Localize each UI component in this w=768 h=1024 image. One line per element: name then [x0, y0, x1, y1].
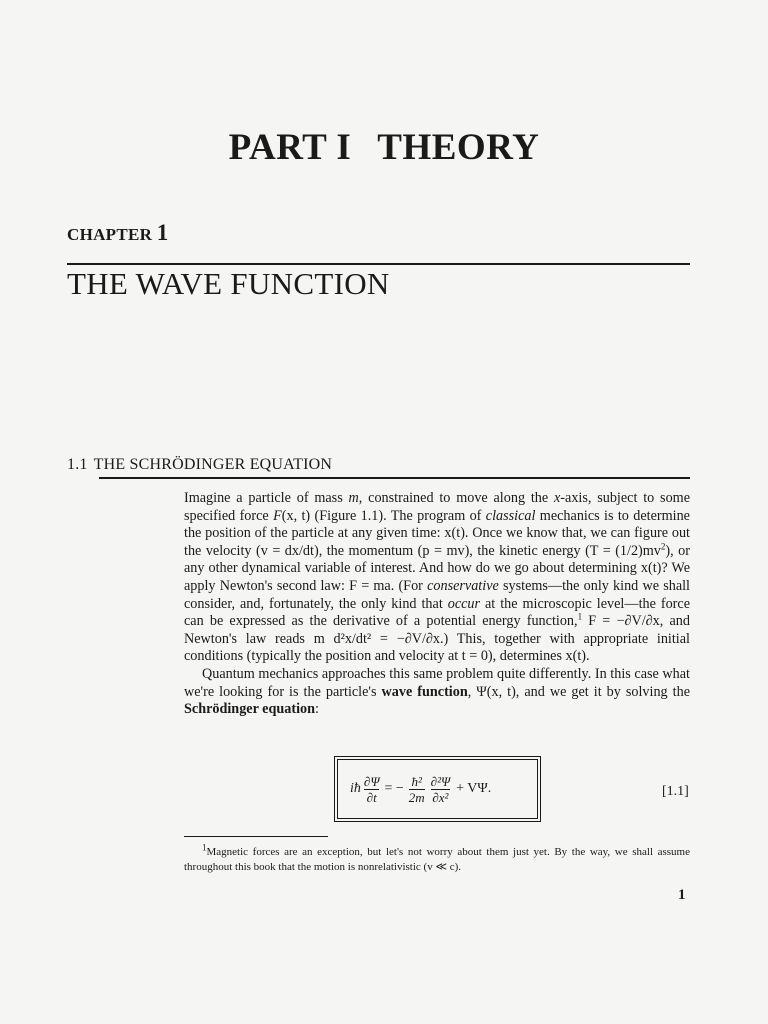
section-heading	[67, 456, 332, 474]
footnote-ref: 1	[577, 611, 583, 622]
body-text	[184, 490, 690, 719]
part-title	[0, 126, 768, 169]
chapter-title: THE WAVE FUNCTION	[67, 266, 390, 301]
section-number: 1.1	[67, 456, 88, 473]
section-title: THE SCHRÖDINGER EQUATION	[93, 456, 333, 473]
equation-number: [1.1]	[662, 784, 689, 799]
footnote-rule	[184, 836, 328, 837]
chapter-rule	[67, 263, 690, 265]
page-number: 1	[678, 887, 686, 903]
footnote: $^1$Magnetic forces are an exception, but let's not worry about them just yet. By the way, we shall assume throughout this book that the motion is nonrelativistic (v ≪ c).	[184, 842, 690, 873]
equation-box	[337, 759, 538, 819]
schrodinger-equation: iħ $\frac{\partial\Psi}{\partial t}$ = − $\frac{\text{ħ²}}{2m}$ $\frac{\text{∂²Ψ}}{\text{∂x²}}$ + VΨ.	[350, 773, 492, 805]
part-label: PART I	[228, 127, 352, 168]
chapter-number: 1	[156, 220, 169, 245]
paragraph: Imagine a particle of mass m, constrained to move along the x-axis, subject to some specified force F(x, t) (Figure 1.1). The program of classical mechanics is to determine the position of the particle at any given time: x(t). Once we know that, we can figure out the velocity (v = dx/dt), the momentum (p = mv), the kinetic energy $(T = (1/2)mv^2)$, or any other dynamical variable of interest. And how do we go about determining x(t)? We apply Newton's second law: F = ma. (For conservative systems—the only kind we shall consider, and, fortunately, the only kind that occur at the microscopic level—the force can be expressed as the derivative of a potential energy function,$^1$ F = −∂V/∂x, and Newton's law reads m d²x/dt² = −∂V/∂x.) This, together with appropriate initial conditions (typically the position and velocity at t = 0), determines x(t).	[184, 490, 691, 665]
paragraph: Quantum mechanics approaches this same problem quite differently. In this case what we're looking for is the particle's wave function, Ψ(x, t), and we get it by solving the Schrödinger equation:	[184, 665, 690, 718]
section-rule	[99, 477, 690, 479]
chapter-label: CHAPTER 1	[67, 220, 169, 245]
part-name: THEORY	[377, 127, 540, 168]
